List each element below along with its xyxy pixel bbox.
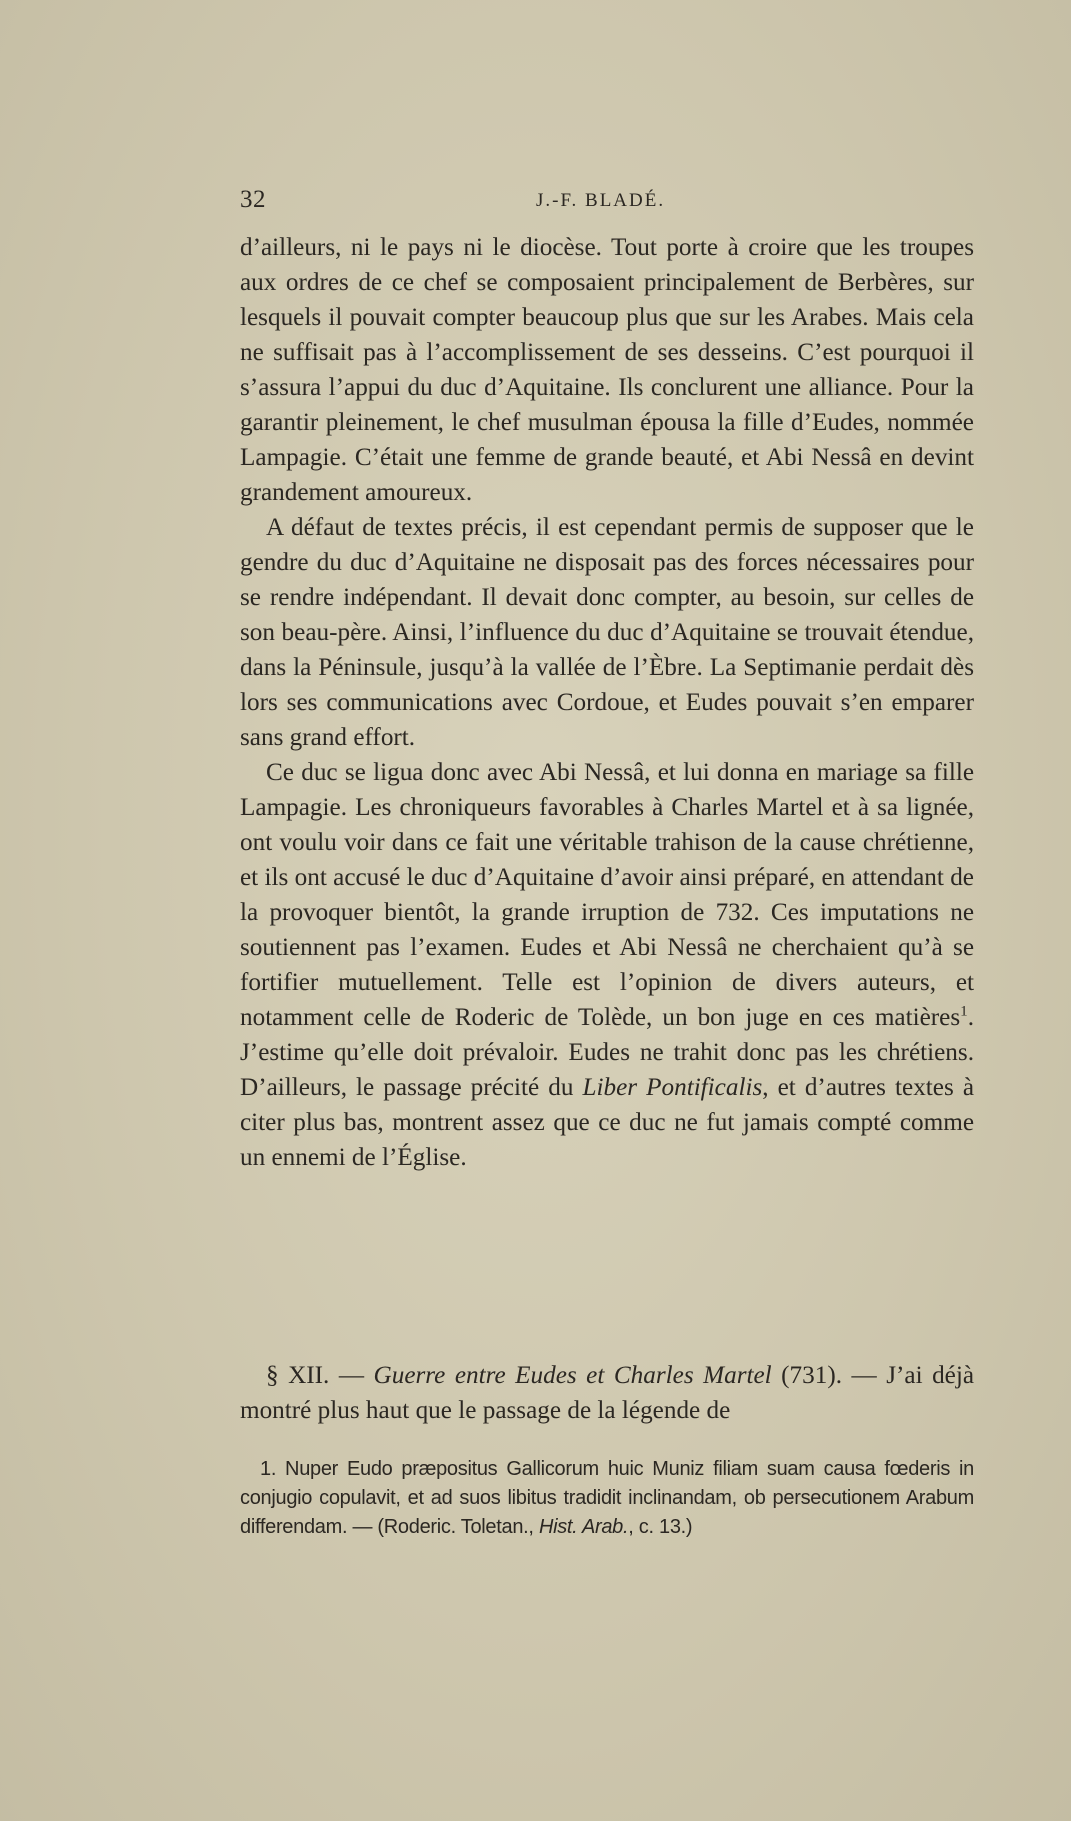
paragraph-3-text-c: , et d’autres textes à citer plus bas, montrent assez que ce duc ne fut jamais compté comme un ennemi de l’Église.	[240, 1074, 974, 1171]
section-title: Guerre entre Eudes et Charles Martel	[373, 1362, 772, 1389]
paragraph-3	[240, 755, 974, 1175]
work-title: Liber Pontificalis	[582, 1074, 763, 1101]
paragraph-3-text-b: . J’estime qu’elle doit prévaloir. Eudes ne trahit donc pas les chrétiens. D’ailleurs, le passage précité du	[240, 1004, 974, 1101]
page-number: 32	[240, 186, 266, 213]
paragraph-1: d’ailleurs, ni le pays ni le diocèse. Tout porte à croire que les troupes aux ordres de ce chef se composaient principalement de Berbères, sur lesquels il pouvait compter beaucoup plus que sur les Arabes. Mais cela ne suffisait pas à l’accomplissement de ses desseins. C’est pourquoi il s’assura l’appui du duc d’Aquitaine. Ils conclurent une alliance. Pour la garantir pleinement, le chef musulman épousa la fille d’Eudes, nommée Lampagie. C’était une femme de grande beauté, et Abi Nessâ en devint grandement amoureux.	[240, 234, 974, 506]
section-continuation: — J’ai déjà montré plus haut que le passage de la légende de	[240, 1362, 975, 1424]
page-header	[240, 186, 974, 220]
footnote-work-title: Hist. Arab.	[538, 1516, 629, 1538]
section-date: (731).	[781, 1362, 843, 1389]
running-head: J.-F. BLADÉ.	[536, 190, 666, 211]
body-text	[240, 230, 974, 1175]
footnote	[240, 1455, 974, 1542]
section-marker: § XII. —	[266, 1362, 365, 1389]
paragraph-2: A défaut de textes précis, il est cependant permis de supposer que le gendre du duc d’Aquitaine ne disposait pas des forces nécessaires pour se rendre indépendant. Il devait donc compter, au besoin, sur celles de son beau-père. Ainsi, l’influence du duc d’Aquitaine se trouvait étendue, dans la Péninsule, jusqu’à la vallée de l’Èbre. La Septimanie perdait dès lors ses communications avec Cordoue, et Eudes pouvait s’en emparer sans grand effort.	[240, 514, 974, 751]
footnote-number: 1.	[260, 1458, 277, 1480]
footnote-reference: 1	[960, 1003, 968, 1020]
paragraph-3-text-a: Ce duc se ligua donc avec Abi Nessâ, et lui donna en mariage sa fille Lampagie. Les chroniqueurs favorables à Charles Martel et à sa lignée, ont voulu voir dans ce fait une véritable trahison de la cause chrétienne, et ils ont accusé le duc d’Aquitaine d’avoir ainsi préparé, en attendant de la provoquer bientôt, la grande irruption de 732. Ces imputations ne soutiennent pas l’examen. Eudes et Abi Nessâ ne cherchaient qu’à se fortifier mutuellement. Telle est l’opinion de divers auteurs, et notamment celle de Roderic de Tolède, un bon juge en ces matières	[240, 759, 974, 1031]
section-heading-paragraph	[240, 1358, 974, 1428]
footnote-text: Nuper Eudo præpositus Gallicorum huic Muniz filiam suam causa fœderis in conjugio copulavit, et ad suos libitus tradidit inclinandam, ob persecutionem Arabum differendam. — (Roderic. Toletan.,	[240, 1458, 974, 1538]
footnote-text-end: , c. 13.)	[628, 1516, 693, 1538]
